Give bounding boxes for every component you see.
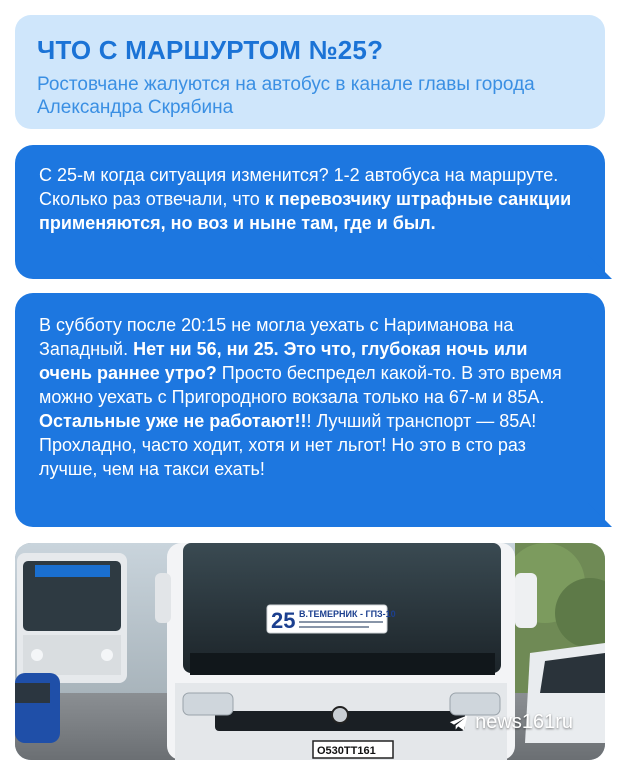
message-2-text-2: Просто беспредел какой-то. В это время можно уехать с Пригородного вокзала только на 67-м и 85А. (39, 363, 562, 407)
message-bubble-1 (15, 145, 605, 279)
message-2-text-3: ! Лучший транспорт — 85А! Прохладно, часто ходит, хотя и нет льгот! Но это в сто раз лучше, чем на такси ехать! (39, 411, 537, 479)
message-2-bold-2: Остальные уже не работают!! (39, 411, 307, 431)
message-1-text: С 25-м когда ситуация изменится? 1-2 автобуса на маршруте. Сколько раз отвечали, что (39, 165, 559, 209)
page-title: ЧТО С МАРШУРТОМ №25? (37, 35, 384, 65)
watermark (449, 711, 573, 734)
message-2-bold-1: Нет ни 56, ни 25. Это что, глубокая ночь или очень раннее утро? (39, 339, 528, 383)
telegram-icon (449, 714, 469, 732)
route-number: 25 (271, 608, 296, 633)
watermark-text: news161ru (475, 711, 573, 733)
header-card (15, 15, 605, 129)
license-plate: О530ТТ161 (317, 745, 376, 757)
page-subtitle: Ростовчане жалуются на автобус в канале главы города Александра Скрябина (37, 74, 535, 118)
route-sign-label: В.ТЕМЕРНИК - ГПЗ-10 (299, 609, 396, 619)
message-2-text-1: В субботу после 20:15 не могла уехать с Нариманова на Западный. (39, 315, 514, 359)
bubble-tail (588, 255, 612, 279)
bubble-tail (588, 503, 612, 527)
message-bubble-2 (15, 293, 605, 527)
message-1-bold: к перевозчику штрафные санкции применяются, но воз и ныне там, где и был. (39, 189, 572, 233)
bus-photo (15, 543, 605, 760)
